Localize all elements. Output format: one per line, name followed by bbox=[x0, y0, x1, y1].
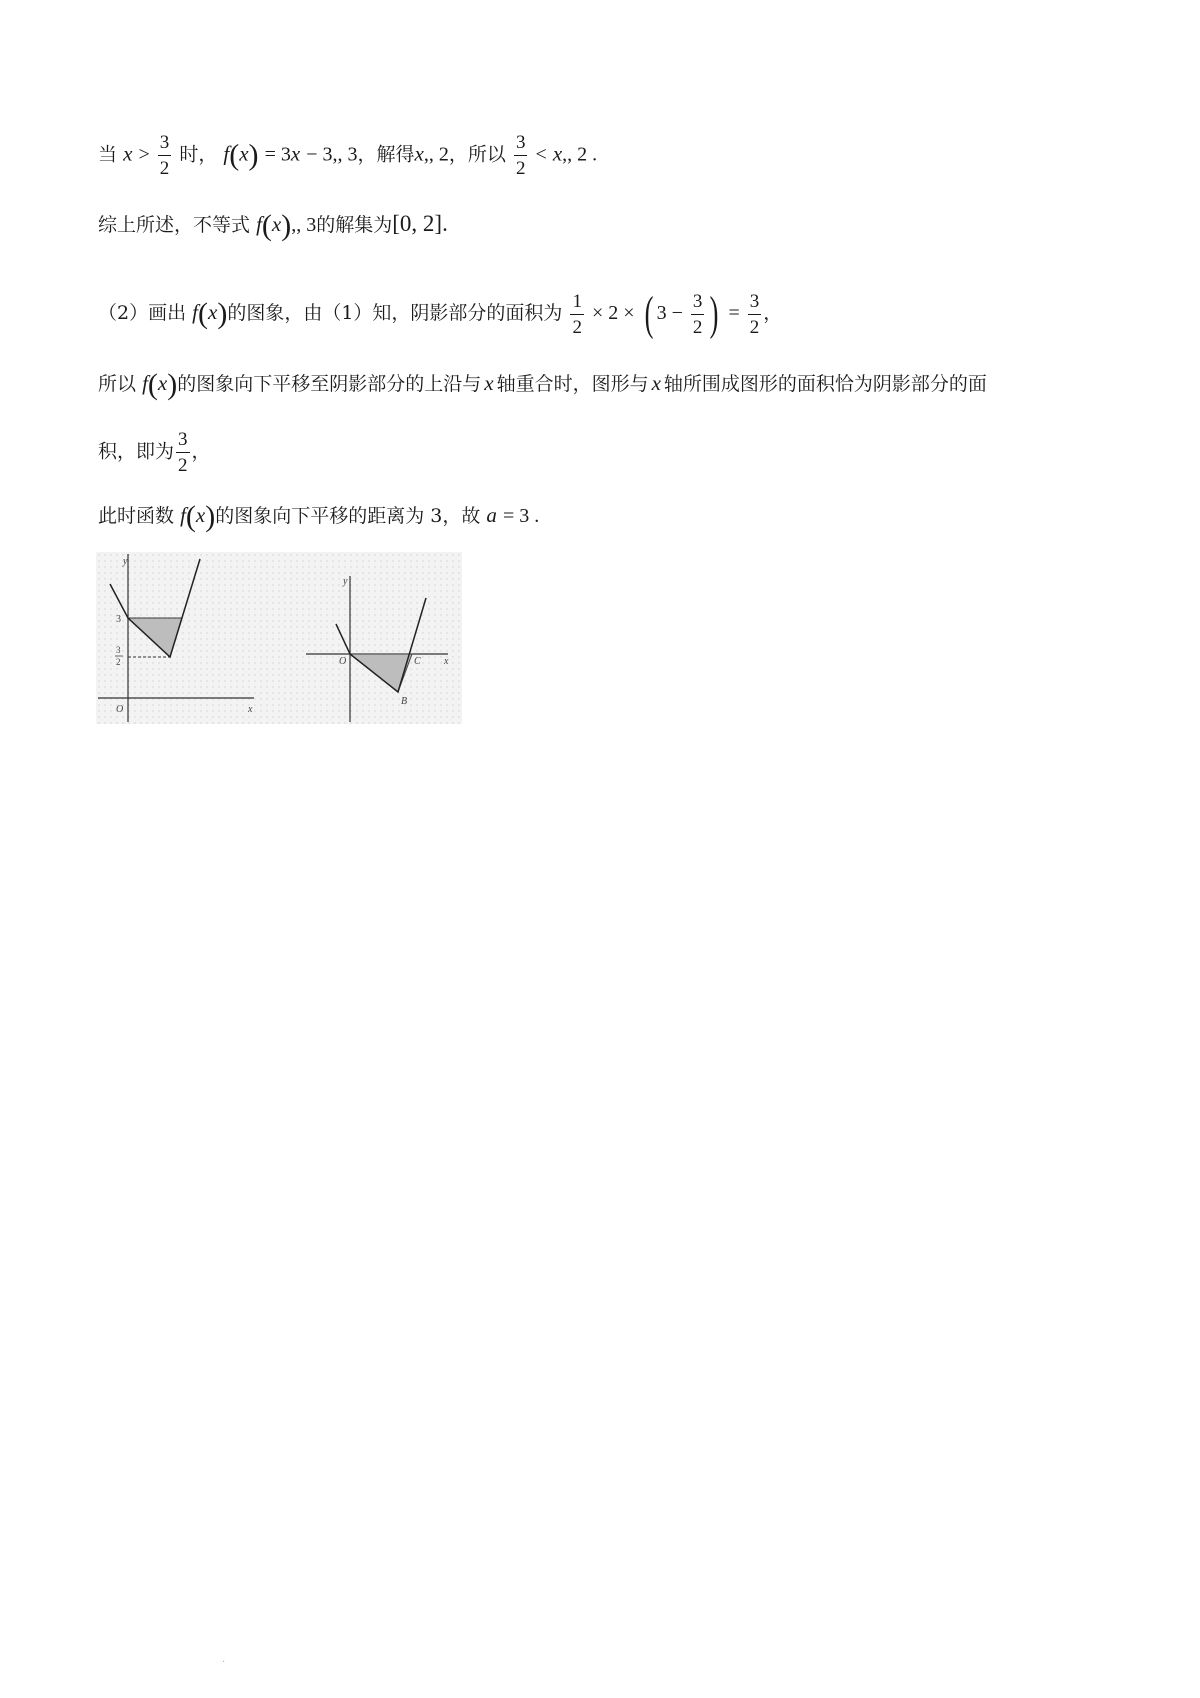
op: = bbox=[728, 302, 740, 324]
text: 此时函数 bbox=[98, 505, 175, 527]
func-f: f bbox=[180, 503, 186, 527]
fraction bbox=[176, 430, 190, 475]
var-x: x bbox=[195, 503, 206, 527]
var-x: x bbox=[207, 300, 218, 324]
tick-frac-num: 3 bbox=[116, 645, 121, 655]
paren: ( bbox=[644, 287, 653, 340]
func-f: f bbox=[142, 371, 148, 395]
footer-mark: . bbox=[222, 1654, 226, 1665]
text: ，所以 bbox=[448, 143, 506, 166]
expr: ,, 3 bbox=[291, 214, 317, 236]
var-a: a bbox=[486, 503, 497, 527]
text: 积，即为 bbox=[98, 440, 175, 463]
text: ，解得 bbox=[357, 143, 415, 166]
x-label: x bbox=[248, 704, 253, 715]
denominator: 2 bbox=[178, 455, 188, 476]
denominator: 2 bbox=[159, 158, 170, 179]
var-x: x bbox=[414, 141, 424, 166]
text: 的图象，由（1）知，阴影部分的面积为 bbox=[227, 302, 563, 324]
paren: ( bbox=[197, 297, 208, 330]
text: 的图象向下平移的距离为 3，故 bbox=[215, 505, 481, 527]
text: ， bbox=[191, 440, 211, 463]
tick-3: 3 bbox=[116, 614, 121, 625]
numerator: 3 bbox=[514, 133, 528, 156]
expr: = 3 bbox=[264, 143, 291, 166]
solution-line-5 bbox=[98, 430, 211, 475]
text: 的解集为 bbox=[316, 214, 393, 236]
text: （2）画出 bbox=[98, 302, 187, 324]
var-x: x bbox=[484, 371, 494, 395]
paren: ( bbox=[261, 209, 272, 242]
origin-label: O bbox=[339, 656, 347, 667]
expr: ,, 2 bbox=[423, 143, 449, 166]
fraction bbox=[570, 292, 584, 337]
solution-line-1 bbox=[98, 133, 597, 178]
paren: ( bbox=[147, 368, 158, 401]
paren: ) bbox=[205, 500, 216, 533]
text: 轴重合时，图形与 bbox=[496, 373, 649, 395]
solution-line-6 bbox=[98, 500, 539, 532]
solution-line-3 bbox=[98, 287, 783, 340]
solution-line-2 bbox=[98, 209, 448, 241]
op: < bbox=[535, 143, 547, 166]
numerator: 3 bbox=[748, 292, 762, 315]
numerator: 3 bbox=[176, 430, 190, 453]
text: 的图象向下平移至阴影部分的上沿与 bbox=[177, 373, 482, 395]
y-label: y bbox=[123, 556, 128, 567]
text: 轴所围成图形的面积恰为阴影部分的面 bbox=[663, 373, 987, 395]
interval: [0, 2]. bbox=[392, 211, 448, 236]
func-f: f bbox=[192, 300, 198, 324]
origin-label: O bbox=[116, 704, 124, 715]
paren: ) bbox=[281, 209, 292, 242]
text: 综上所述，不等式 bbox=[98, 214, 251, 236]
expr: = 3 . bbox=[502, 505, 540, 527]
var-x: x bbox=[239, 141, 249, 166]
fraction bbox=[748, 292, 762, 337]
point-c-label: C bbox=[414, 656, 421, 667]
expr: ,, 2 . bbox=[562, 143, 598, 166]
text: ， bbox=[763, 302, 783, 324]
var-x: x bbox=[157, 371, 168, 395]
var-x: x bbox=[552, 141, 563, 166]
var-x: x bbox=[290, 141, 301, 166]
var-x: x bbox=[271, 212, 282, 236]
denominator: 2 bbox=[692, 316, 703, 338]
var-x: x bbox=[651, 371, 661, 395]
numerator: 1 bbox=[570, 292, 584, 315]
expr: 3 − bbox=[656, 302, 683, 324]
fraction bbox=[514, 133, 528, 178]
func-f: f bbox=[256, 212, 262, 236]
paren: ) bbox=[217, 297, 228, 330]
fraction bbox=[158, 133, 172, 178]
op: > bbox=[138, 143, 150, 166]
paren: ) bbox=[248, 138, 259, 172]
expr: × 2 × bbox=[592, 302, 635, 324]
y-label: y bbox=[343, 576, 348, 587]
paren: ) bbox=[710, 287, 719, 340]
x-label: x bbox=[444, 656, 449, 667]
fraction bbox=[691, 292, 705, 337]
figures bbox=[96, 552, 462, 724]
numerator: 3 bbox=[158, 133, 172, 156]
var-x: x bbox=[123, 141, 133, 166]
text: 所以 bbox=[98, 373, 137, 395]
solution-line-4 bbox=[98, 368, 987, 400]
denominator: 2 bbox=[749, 316, 760, 338]
paren: ( bbox=[229, 138, 240, 172]
paren: ) bbox=[167, 368, 178, 401]
text: 当 bbox=[98, 143, 118, 166]
func-f: f bbox=[223, 141, 230, 166]
numerator: 3 bbox=[691, 292, 705, 315]
text: 时， bbox=[179, 143, 218, 166]
denominator: 2 bbox=[515, 158, 526, 179]
denominator: 2 bbox=[572, 316, 582, 338]
tick-frac-den: 2 bbox=[116, 657, 121, 667]
point-b-label: B bbox=[401, 696, 408, 707]
expr: − 3,, 3 bbox=[306, 143, 358, 166]
paren: ( bbox=[185, 500, 196, 533]
